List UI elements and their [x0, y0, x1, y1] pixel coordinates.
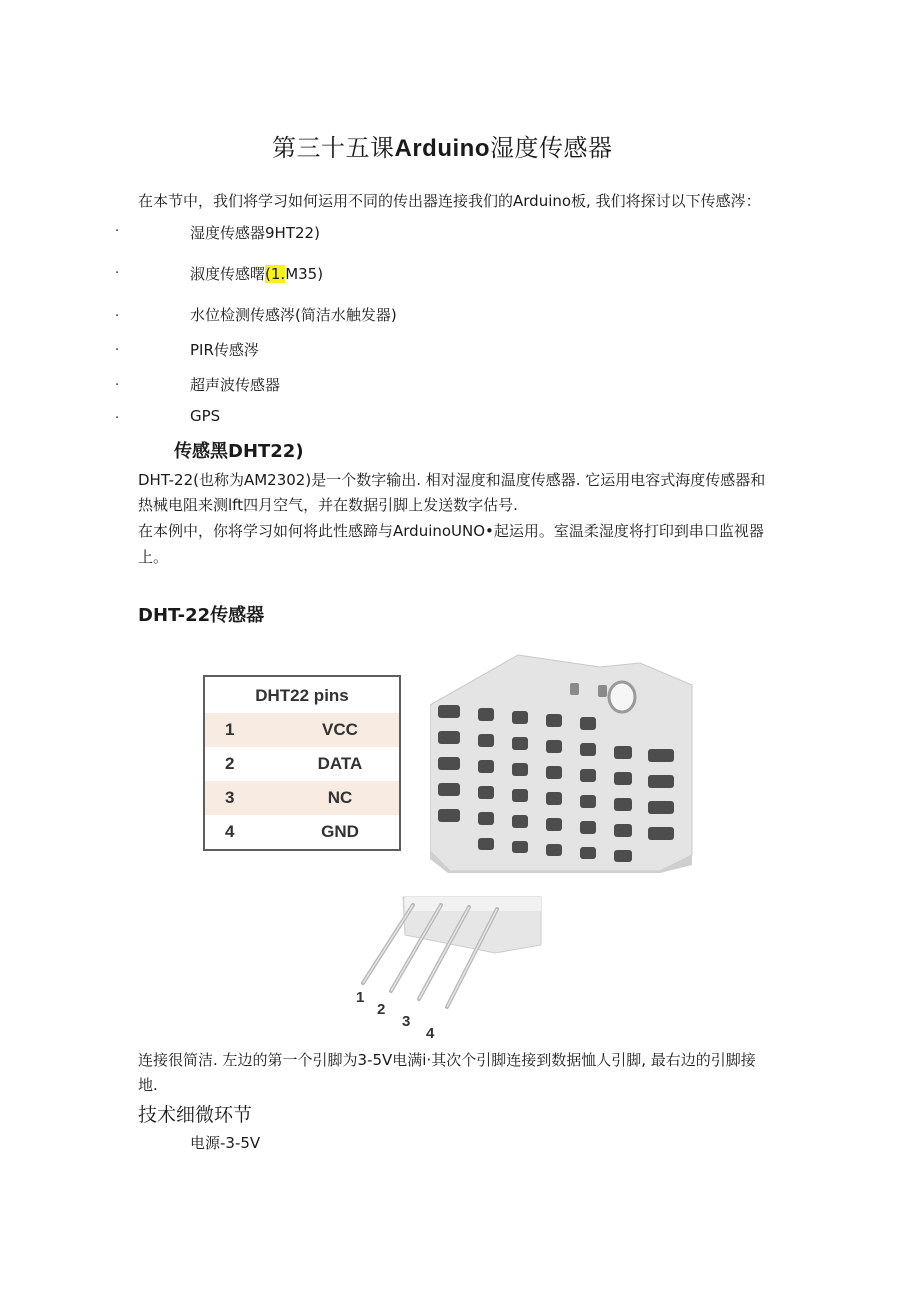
section-heading-tech-details: 技术细微环节 — [138, 1104, 253, 1126]
list-item-text: 水位检测传感涔(简洁水触发器) — [190, 306, 397, 324]
pin-number: 4 — [225, 822, 235, 841]
page-title — [272, 128, 612, 163]
table-row — [205, 781, 399, 815]
title-prefix: 第三十五课 — [272, 134, 395, 162]
pin-number: 1 — [225, 720, 235, 739]
pin-name: GND — [321, 822, 359, 841]
title-brand: Arduino — [394, 135, 490, 162]
sensor-leads-image — [345, 895, 545, 1047]
lead-label: 4 — [426, 1025, 435, 1042]
list-item-text: 湿度传感器9HT22) — [190, 224, 320, 242]
table-row — [205, 747, 399, 781]
title-suffix: 湿度传感器 — [489, 134, 613, 162]
paragraph-line: 在本例中，你将学习如何将此性感蹄与ArduinoUNO•起运用。室温柔湿度将打印到串口监视器 — [138, 522, 764, 540]
section-heading-dht22: 传感黑DHT22) — [174, 441, 304, 462]
table-row — [205, 713, 399, 747]
paragraph-line: DHT-22(也称为AM2302)是一个数字输出. 相对湿度和温度传感器. 它运用电容式海度传感器和 — [138, 471, 766, 489]
list-item-text — [190, 263, 323, 284]
pins-table — [203, 675, 401, 851]
intro-paragraph: 在本节中，我们将学习如何运用不同的传出器连接我们的Arduino板, 我们将探讨以下传感涔： — [138, 192, 761, 210]
bullet-marker: · — [115, 378, 120, 393]
pin-name: NC — [327, 788, 353, 807]
lead-label: 1 — [356, 989, 365, 1006]
pin-name: VCC — [322, 720, 358, 739]
bullet-marker: · — [115, 343, 120, 358]
pin-name: DATA — [317, 754, 363, 773]
highlighted-text: (1. — [265, 265, 286, 283]
spec-power: 电源-3-5V — [190, 1134, 261, 1152]
pin-number: 3 — [225, 788, 235, 807]
paragraph-line: 上。 — [138, 548, 169, 566]
lead-label: 3 — [402, 1013, 411, 1030]
list-item-text: GPS — [190, 407, 221, 425]
pins-table-title: DHT22 pins — [255, 686, 349, 705]
lead-label: 2 — [377, 1001, 386, 1018]
pin-number: 2 — [225, 754, 235, 773]
bullet-marker: · — [115, 266, 120, 281]
paragraph-line: 地. — [138, 1076, 158, 1094]
dht22-sensor-image — [430, 645, 710, 873]
table-row — [205, 815, 399, 849]
list-item-text: 超声波传感器 — [190, 376, 281, 394]
bullet-marker: · — [115, 309, 120, 324]
list-item-text-after: M35) — [285, 265, 324, 283]
bullet-marker: · — [115, 411, 120, 426]
section-heading-dht22-sensor: DHT-22传感器 — [138, 605, 265, 626]
paragraph-line: 热械电阻来测lft四月空气，并在数据引脚上发送数字估号. — [138, 496, 518, 514]
bullet-marker: · — [115, 224, 120, 239]
paragraph-line: 连接很简洁. 左边的第一个引脚为3-5V电满i·其次个引脚连接到数据恤人引脚, 最右边的引脚接 — [138, 1051, 756, 1069]
list-item-text: PIR传感涔 — [190, 341, 259, 359]
list-item-text-before: 淑度传感曙 — [190, 265, 266, 283]
